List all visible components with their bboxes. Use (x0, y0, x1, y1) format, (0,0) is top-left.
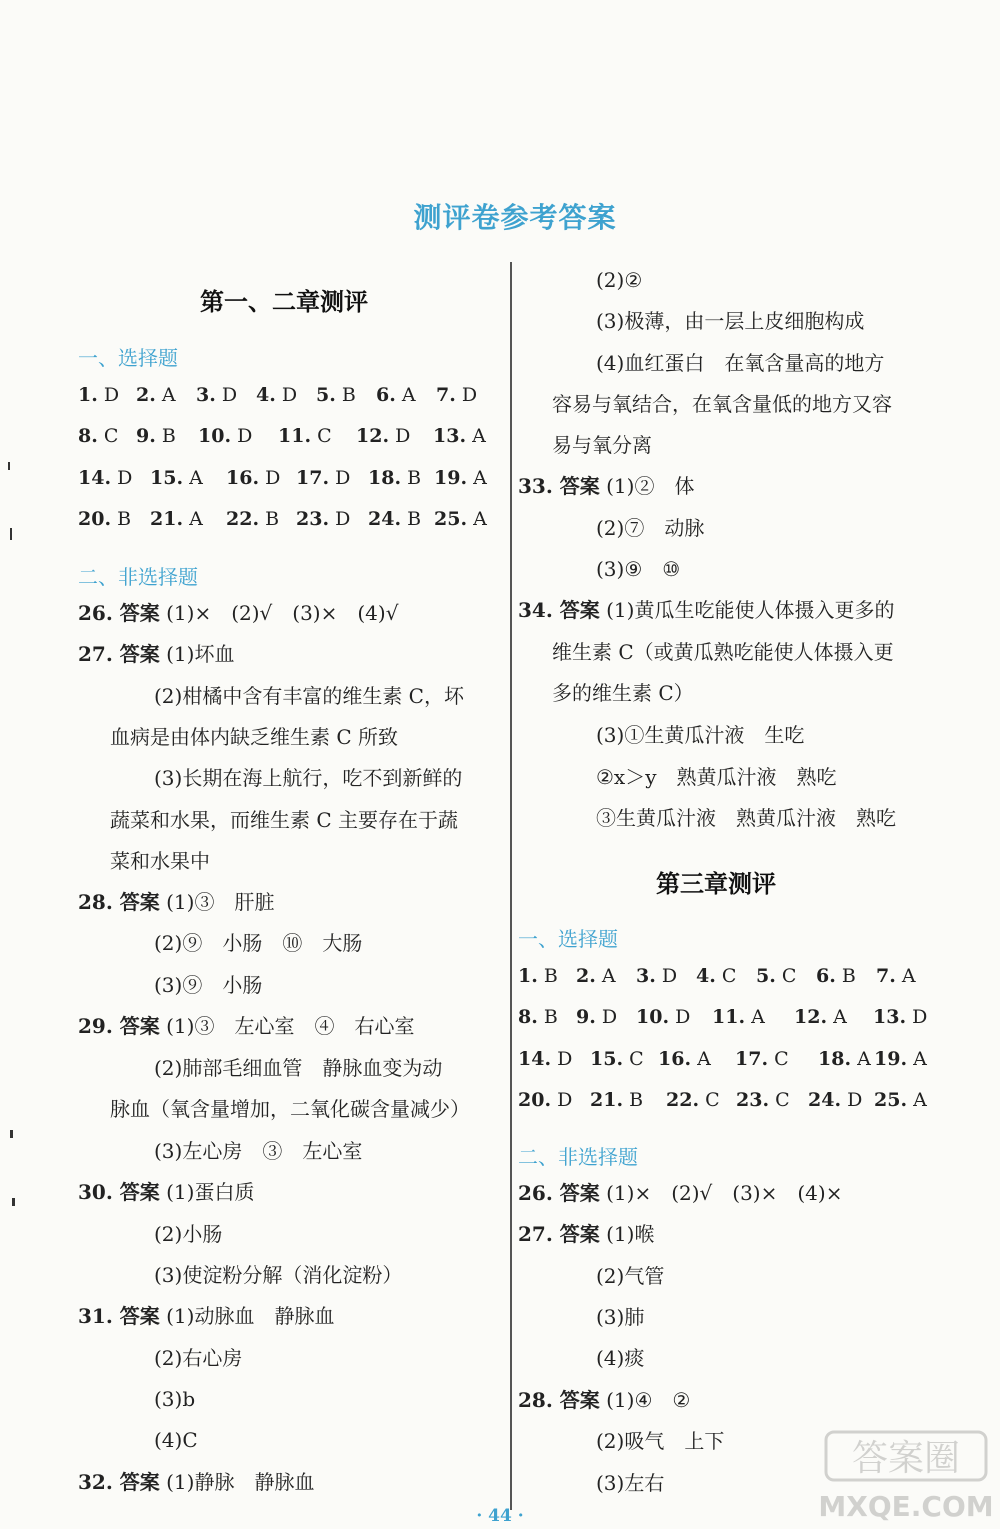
chapter-heading: 第一、二章测评 (200, 287, 368, 316)
question-number: 23. (296, 507, 330, 530)
question-number: 28. 答案 (78, 890, 160, 914)
answer-line: 32. 答案 (1)静脉 静脉血 (78, 1470, 315, 1494)
mc-answer: 15. C (590, 1047, 644, 1070)
question-number: 21. (590, 1088, 624, 1111)
answer-line: (3)左右 (596, 1471, 665, 1495)
answer-line: 30. 答案 (1)蛋白质 (78, 1180, 255, 1204)
answer-line: 容易与氧结合，在氧含量低的地方又容 (552, 392, 892, 416)
question-number: 5. (316, 384, 336, 406)
answer-line: (2)右心房 (154, 1346, 243, 1370)
answer-line: (3)b (154, 1387, 196, 1411)
mc-answer: 2. A (576, 965, 616, 987)
mc-answer: 9. D (576, 1006, 618, 1029)
mc-answer: 24. B (368, 507, 422, 530)
answer-line: 多的维生素 C） (552, 681, 694, 705)
mc-answer: 5. B (316, 384, 356, 406)
question-number: 31. 答案 (78, 1304, 160, 1328)
answer-line: 易与氧分离 (552, 433, 652, 457)
answer-line: 28. 答案 (1)③ 肝脏 (78, 890, 275, 914)
question-number: 6. (816, 965, 836, 987)
question-number: 14. (518, 1047, 552, 1070)
page-number: · 44 · (476, 1506, 524, 1526)
question-number: 27. 答案 (78, 642, 160, 666)
mc-answer: 23. C (736, 1088, 790, 1111)
section-heading: 一、选择题 (78, 346, 178, 370)
question-number: 25. (434, 507, 468, 530)
answer-line: (2)⑨ 小肠 ⑩ 大肠 (154, 931, 363, 955)
question-number: 24. (368, 507, 402, 530)
answer-line: (3)肺 (596, 1305, 645, 1329)
mc-answer: 11. C (278, 425, 332, 448)
question-number: 13. (433, 425, 467, 448)
mc-answer: 18. B (368, 466, 422, 489)
mc-answer: 3. D (196, 384, 238, 406)
mc-answer: 12. A (794, 1006, 847, 1029)
answer-line: 脉血（氧含量增加，二氧化碳含量减少） (110, 1097, 470, 1121)
question-number: 7. (436, 384, 456, 406)
question-number: 20. (518, 1088, 552, 1111)
question-number: 27. 答案 (518, 1222, 600, 1246)
section-heading: 二、非选择题 (518, 1145, 638, 1169)
answer-line: (2)肺部毛细血管 静脉血变为动 (154, 1056, 443, 1080)
question-number: 22. (226, 507, 260, 530)
question-number: 16. (658, 1047, 692, 1070)
question-number: 1. (78, 384, 98, 406)
question-number: 23. (736, 1088, 770, 1111)
answer-line: (3)⑨ 小肠 (154, 973, 263, 997)
mc-answer: 6. B (816, 965, 856, 987)
question-number: 32. 答案 (78, 1470, 160, 1494)
answer-line: (3)极薄，由一层上皮细胞构成 (596, 309, 865, 333)
question-number: 7. (876, 965, 896, 987)
mc-answer: 14. D (78, 466, 133, 489)
mc-answer: 15. A (150, 466, 203, 489)
answer-line: (3)长期在海上航行，吃不到新鲜的 (154, 766, 463, 790)
mc-answer: 19. A (874, 1047, 927, 1070)
question-number: 18. (368, 466, 402, 489)
question-number: 9. (576, 1006, 596, 1029)
answer-line: ②x＞y 熟黄瓜汁液 熟吃 (596, 765, 837, 789)
answer-line: ③生黄瓜汁液 熟黄瓜汁液 熟吃 (596, 806, 896, 830)
answer-line: 菜和水果中 (110, 849, 210, 873)
question-number: 26. 答案 (518, 1181, 600, 1205)
answer-line: (3)⑨ ⑩ (596, 557, 681, 581)
question-number: 12. (794, 1006, 828, 1029)
question-number: 5. (756, 965, 776, 987)
question-number: 1. (518, 965, 538, 987)
question-number: 18. (818, 1047, 852, 1070)
mc-answer: 19. A (434, 466, 487, 489)
question-number: 28. 答案 (518, 1388, 600, 1412)
question-number: 3. (196, 384, 216, 406)
mc-answer: 21. B (590, 1088, 644, 1111)
answer-line: 27. 答案 (1)喉 (518, 1222, 655, 1246)
answer-line: (4)C (154, 1428, 198, 1452)
mc-answer: 4. C (696, 965, 737, 987)
question-number: 2. (576, 965, 596, 987)
question-number: 13. (873, 1006, 907, 1029)
question-number: 25. (874, 1088, 908, 1111)
mc-answer: 2. A (136, 384, 176, 406)
mc-answer: 7. D (436, 384, 478, 406)
question-number: 19. (434, 466, 468, 489)
mc-answer: 7. A (876, 965, 916, 987)
question-number: 29. 答案 (78, 1014, 160, 1038)
watermark-text: MXQE.COM (818, 1490, 994, 1523)
answer-line: 33. 答案 (1)② 体 (518, 474, 695, 498)
question-number: 15. (150, 466, 184, 489)
question-number: 3. (636, 965, 656, 987)
question-number: 2. (136, 384, 156, 406)
mc-answer: 22. C (666, 1088, 720, 1111)
mc-answer: 13. D (873, 1006, 928, 1029)
mc-answer: 17. D (296, 466, 351, 489)
page-title: 测评卷参考答案 (413, 201, 617, 234)
question-number: 8. (518, 1006, 538, 1029)
question-number: 10. (198, 425, 232, 448)
column-divider (510, 262, 512, 1510)
mc-answer: 5. C (756, 965, 797, 987)
question-number: 16. (226, 466, 260, 489)
mc-answer: 9. B (136, 425, 176, 448)
question-number: 14. (78, 466, 112, 489)
mc-answer: 25. A (874, 1088, 927, 1111)
scan-mark (8, 462, 10, 470)
mc-answer: 20. B (78, 507, 132, 530)
answer-line: (2)气管 (596, 1264, 665, 1288)
answer-line: (2)小肠 (154, 1222, 223, 1246)
answer-line: (4)痰 (596, 1346, 645, 1370)
mc-answer: 11. A (712, 1006, 765, 1029)
chapter-heading: 第三章测评 (656, 869, 776, 898)
mc-answer: 1. D (78, 384, 120, 406)
question-number: 26. 答案 (78, 601, 160, 625)
mc-answer: 18. A (818, 1047, 871, 1070)
mc-answer: 13. A (433, 425, 486, 448)
question-number: 33. 答案 (518, 474, 600, 498)
answer-line: 29. 答案 (1)③ 左心室 ④ 右心室 (78, 1014, 415, 1038)
answer-line: 26. 答案 (1)× (2)√ (3)× (4)√ (78, 601, 399, 625)
mc-answer: 10. D (636, 1006, 691, 1029)
question-number: 4. (696, 965, 716, 987)
question-number: 24. (808, 1088, 842, 1111)
section-heading: 二、非选择题 (78, 565, 198, 589)
mc-answer: 20. D (518, 1088, 573, 1111)
scan-mark (12, 1198, 15, 1206)
answer-line: 34. 答案 (1)黄瓜生吃能使人体摄入更多的 (518, 598, 895, 622)
question-number: 17. (296, 466, 330, 489)
question-number: 30. 答案 (78, 1180, 160, 1204)
answer-line: 31. 答案 (1)动脉血 静脉血 (78, 1304, 335, 1328)
question-number: 34. 答案 (518, 598, 600, 622)
section-heading: 一、选择题 (518, 927, 618, 951)
mc-answer: 17. C (735, 1047, 789, 1070)
answer-line: (2)② (596, 268, 643, 292)
mc-answer: 16. D (226, 466, 281, 489)
question-number: 11. (278, 425, 312, 448)
mc-answer: 14. D (518, 1047, 573, 1070)
answer-line: (2)柑橘中含有丰富的维生素 C，坏 (154, 684, 464, 708)
mc-answer: 6. A (376, 384, 416, 406)
mc-answer: 21. A (150, 507, 203, 530)
answer-line: (3)左心房 ③ 左心室 (154, 1139, 363, 1163)
mc-answer: 25. A (434, 507, 487, 530)
answer-line: 维生素 C（或黄瓜熟吃能使人体摄入更 (552, 640, 894, 664)
mc-answer: 12. D (356, 425, 411, 448)
answer-line: 蔬菜和水果，而维生素 C 主要存在于蔬 (110, 808, 459, 832)
mc-answer: 8. C (78, 425, 119, 448)
question-number: 6. (376, 384, 396, 406)
scan-mark (10, 528, 12, 540)
question-number: 21. (150, 507, 184, 530)
answer-line: (2)⑦ 动脉 (596, 516, 705, 540)
mc-answer: 8. B (518, 1006, 558, 1029)
question-number: 4. (256, 384, 276, 406)
mc-answer: 16. A (658, 1047, 711, 1070)
mc-answer: 3. D (636, 965, 678, 987)
answer-line: 血病是由体内缺乏维生素 C 所致 (110, 725, 399, 749)
answer-line: (2)吸气 上下 (596, 1429, 725, 1453)
mc-answer: 24. D (808, 1088, 863, 1111)
question-number: 12. (356, 425, 390, 448)
scan-mark (10, 1130, 13, 1138)
watermark-logo (818, 1428, 996, 1524)
question-number: 10. (636, 1006, 670, 1029)
answer-line: (3)使淀粉分解（消化淀粉） (154, 1263, 403, 1287)
mc-answer: 22. B (226, 507, 280, 530)
mc-answer: 23. D (296, 507, 351, 530)
question-number: 17. (735, 1047, 769, 1070)
mc-answer: 1. B (518, 965, 558, 987)
answer-line: 27. 答案 (1)坏血 (78, 642, 235, 666)
question-number: 15. (590, 1047, 624, 1070)
answer-line: 26. 答案 (1)× (2)√ (3)× (4)× (518, 1181, 843, 1205)
question-number: 8. (78, 425, 98, 448)
answer-line: (3)①生黄瓜汁液 生吃 (596, 723, 805, 747)
mc-answer: 10. D (198, 425, 253, 448)
question-number: 11. (712, 1006, 746, 1029)
question-number: 20. (78, 507, 112, 530)
question-number: 9. (136, 425, 156, 448)
question-number: 19. (874, 1047, 908, 1070)
answer-line: 28. 答案 (1)④ ② (518, 1388, 691, 1412)
question-number: 22. (666, 1088, 700, 1111)
mc-answer: 4. D (256, 384, 298, 406)
watermark-logo-text: 答案圈 (851, 1438, 961, 1479)
answer-line: (4)血红蛋白 在氧含量高的地方 (596, 351, 885, 375)
